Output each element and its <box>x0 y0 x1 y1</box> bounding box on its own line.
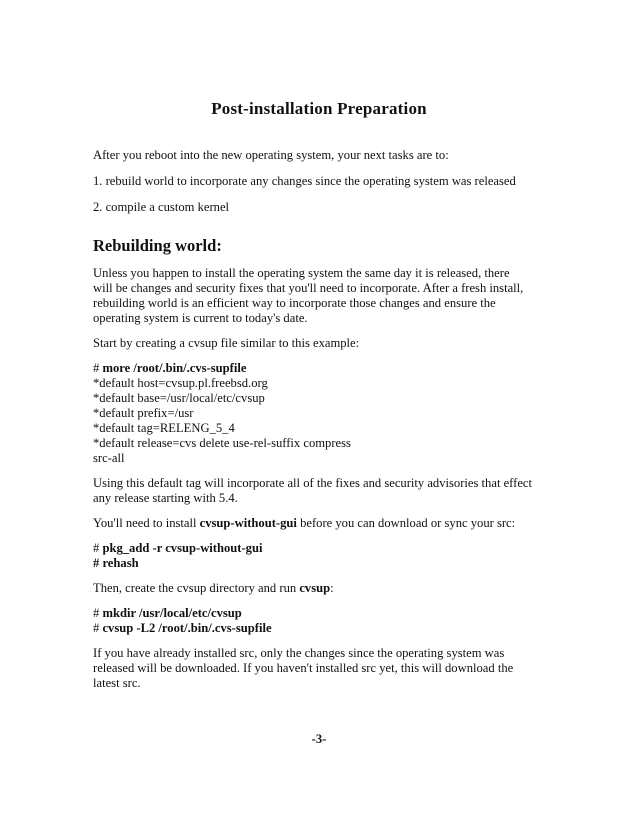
intro-text: After you reboot into the new operating system, your next tasks are to: <box>93 148 449 162</box>
package-name: cvsup-without-gui <box>199 516 297 530</box>
code-line: *default host=cvsup.pl.freebsd.org <box>93 376 268 390</box>
code-line: src-all <box>93 451 125 465</box>
paragraph-text: Start by creating a cvsup file similar to this example: <box>93 336 360 350</box>
paragraph-text-part: You'll need to install <box>93 516 200 530</box>
paragraph-line: will be changes and security fixes that you'll need to incorporate. After a fresh install, <box>93 281 524 295</box>
paragraph-line: Unless you happen to install the operating system the same day it is released, there <box>93 266 510 280</box>
paragraph-line: released will be downloaded. If you haven't installed src yet, this will download the <box>93 661 514 675</box>
paragraph-text-part: : <box>330 581 334 595</box>
paragraph-line: latest src. <box>93 676 141 690</box>
paragraph-text <box>93 516 515 531</box>
code-prompt: # <box>93 361 103 375</box>
code-command: pkg_add -r cvsup-without-gui <box>102 541 263 555</box>
paragraph-line: operating system is current to today's date. <box>93 311 308 325</box>
code-command-line: # rehash <box>93 556 139 570</box>
code-command-line <box>93 621 272 636</box>
code-line: *default release=cvs delete use-rel-suffix compress <box>93 436 351 450</box>
page-title: Post-installation Preparation <box>211 99 427 118</box>
section-heading: Rebuilding world: <box>93 236 222 255</box>
paragraph-line: If you have already installed src, only the changes since the operating system was <box>93 646 505 660</box>
code-command: mkdir /usr/local/etc/cvsup <box>102 606 242 620</box>
code-prompt: # <box>93 606 103 620</box>
code-command-line <box>93 541 262 556</box>
paragraph-text-part: Then, create the cvsup directory and run <box>93 581 300 595</box>
list-item: 1. rebuild world to incorporate any changes since the operating system was released <box>93 174 516 188</box>
paragraph-line: any release starting with 5.4. <box>93 491 238 505</box>
paragraph-text <box>93 581 334 596</box>
paragraph-text-part: before you can download or sync your src: <box>296 516 516 530</box>
page-number: -3- <box>311 732 327 746</box>
list-item: 2. compile a custom kernel <box>93 200 230 214</box>
code-command: cvsup -L2 /root/.bin/.cvs-supfile <box>102 621 272 635</box>
paragraph-line: rebuilding world is an efficient way to incorporate those changes and ensure the <box>93 296 496 310</box>
code-command-line <box>93 361 246 376</box>
paragraph-line: Using this default tag will incorporate all of the fixes and security advisories that effect <box>93 476 533 490</box>
code-command-line <box>93 606 242 621</box>
code-line: *default base=/usr/local/etc/cvsup <box>93 391 265 405</box>
code-prompt: # <box>93 621 103 635</box>
code-line: *default prefix=/usr <box>93 406 194 420</box>
code-command: more /root/.bin/.cvs-supfile <box>102 361 247 375</box>
code-prompt: # <box>93 541 103 555</box>
code-line: *default tag=RELENG_5_4 <box>93 421 235 435</box>
command-name: cvsup <box>299 581 331 595</box>
